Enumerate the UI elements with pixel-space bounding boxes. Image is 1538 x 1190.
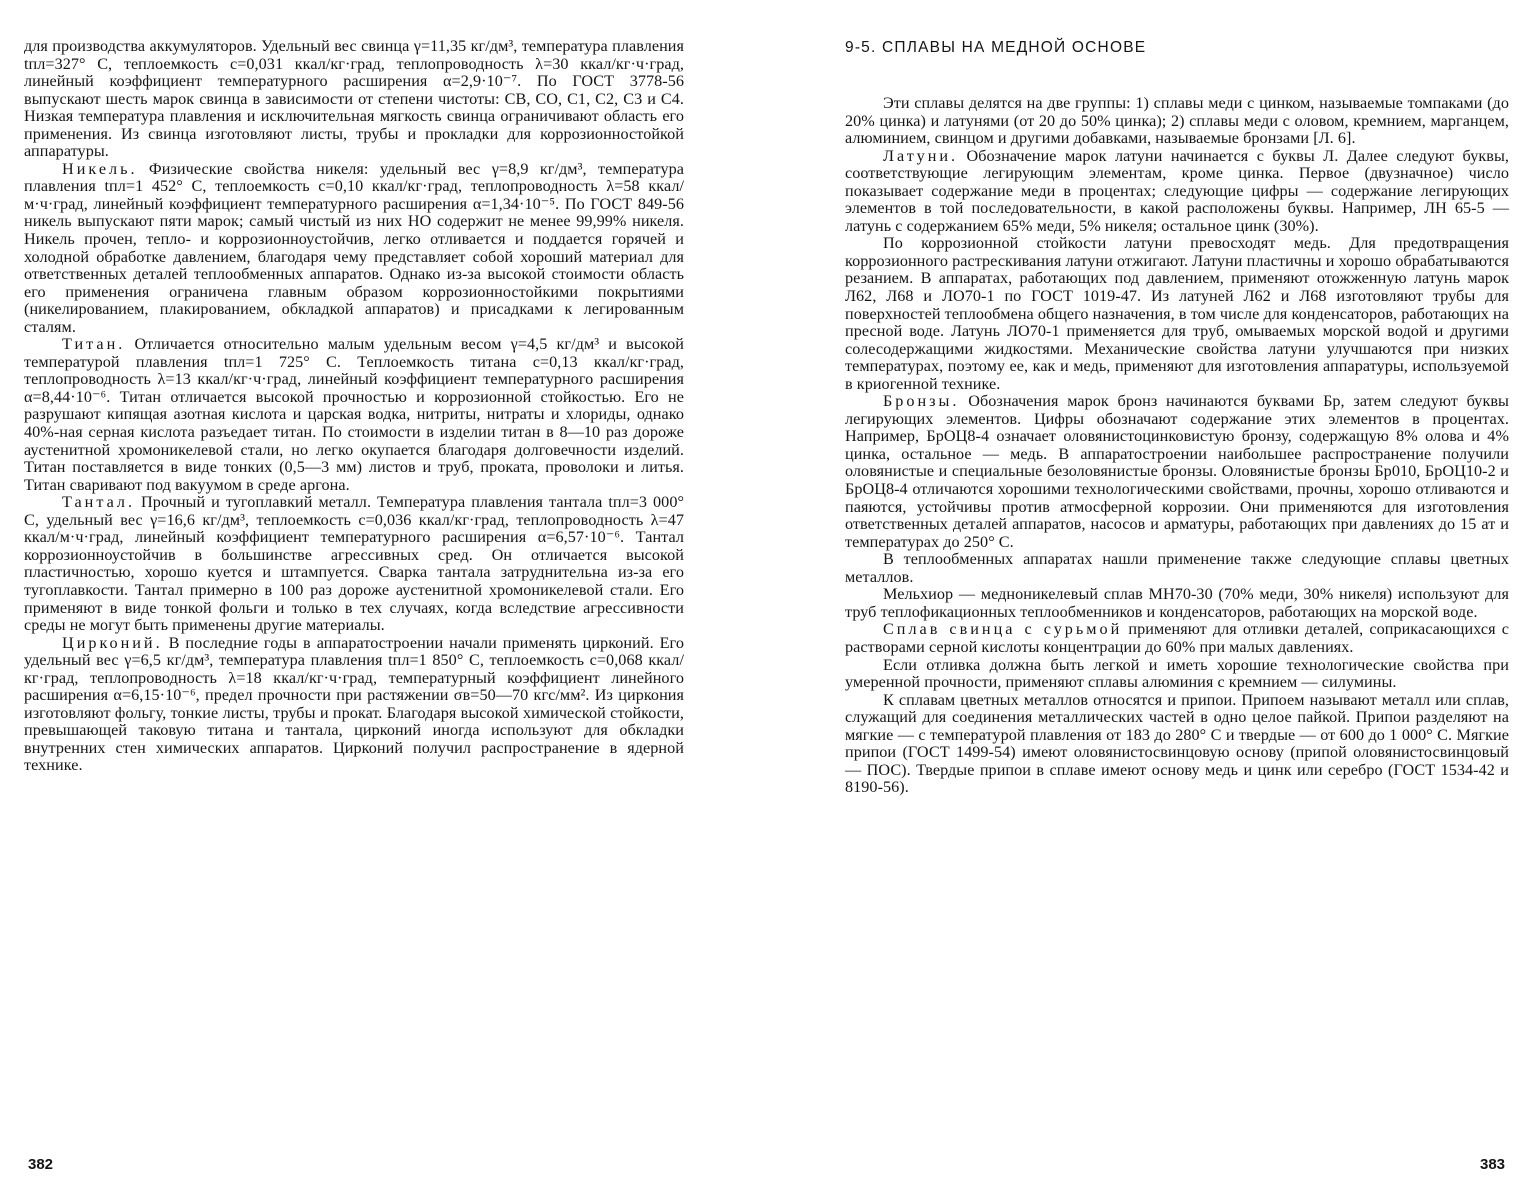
paragraph-lead: Никель. bbox=[62, 159, 138, 178]
paragraph: В теплообменных аппаратах нашли применение также следующие сплавы цветных металлов. bbox=[845, 550, 1509, 586]
paragraph-lead: Титан. bbox=[62, 335, 126, 354]
paragraph: Сплав свинца с сурьмой применяют для отливки деталей, соприкасающихся с растворами серной кислоты концентрации до 60% при малых давлениях. bbox=[845, 620, 1509, 656]
paragraph: Тантал. Прочный и тугоплавкий металл. Температура плавления тантала tпл=3 000° С, удельный вес γ=16,6 кг/дм³, теплоемкость с=0,036 ккал/кг·град, теплопроводность λ=47 ккал/м·ч·град, линейный коэффициент температурного расширения α=6,57·10⁻⁶. Тантал коррозионноустойчив в большинстве агрессивных сред. Он отличается высокой пластичностью, хорошо куется и штампуется. Сварка тантала затруднительна из-за его тугоплавкости. Тантал примерно в 100 раз дороже аустенитной хромоникелевой стали. Его применяют в виде тонкой фольги и только в тех случаях, когда вследствие агрессивности среды не могут быть применены другие материалы. bbox=[24, 493, 684, 635]
paragraph-lead: Тантал. bbox=[62, 493, 136, 512]
paragraph: Цирконий. В последние годы в аппаратостроении начали применять цирконий. Его удельный вес γ=6,5 кг/дм³, температура плавления tпл=1 850° С, теплоемкость с=0,068 ккал/кг·град, теплопроводность λ=18 ккал/кг·ч·град, температурный коэффициент линейного расширения α=6,15·10⁻⁶, предел прочности при растяжении σв=50—70 кгс/мм². Из циркония изготовляют фольгу, тонкие листы, трубы и прокат. Благодаря высокой химической стойкости, превышающей таковую титана и тантала, цирконий иногда используют для обкладки внутренних стен химических аппаратов. Цирконий получил распространение в ядерной технике. bbox=[24, 633, 684, 775]
paragraph: Титан. Отличается относительно малым удельным весом γ=4,5 кг/дм³ и высокой температурой плавления tпл=1 725° С. Теплоемкость титана с=0,13 ккал/кг·град, теплопроводность λ=13 ккал/кг·ч·град, линейный коэффициент температурного расширения α=8,44·10⁻⁶. Титан отличается высокой прочностью и коррозионной стойкостью. Его не разрушают кипящая азотная кислота и царская водка, нитриты, нитраты и хлориды, однако 40%-ная серная кислота разъедает титан. По стоимости в изделии титан в 8—10 раз дороже аустенитной хромоникелевой стали, но легко окупается благодаря долговечности изделий. Титан поставляется в виде тонких (0,5—3 мм) листов и труб, проката, проволоки и литья. Титан сваривают под вакуумом в среде аргона. bbox=[24, 335, 684, 494]
section-heading: 9-5. СПЛАВЫ НА МЕДНОЙ ОСНОВЕ bbox=[845, 39, 1147, 56]
page-number: 382 bbox=[28, 1156, 54, 1173]
paragraph: Если отливка должна быть легкой и иметь хорошие технологические свойства при умеренной прочности, применяют сплавы алюминия с кремнием — силумины. bbox=[845, 655, 1509, 692]
right-page bbox=[769, 0, 1538, 1190]
left-text-column bbox=[24, 38, 684, 775]
paragraph: Мельхиор — медноникелевый сплав МН70-30 (70% меди, 30% никеля) используют для труб теплофикационных теплообменников и конденсаторов, работающих на морской воде. bbox=[845, 585, 1509, 621]
paragraph-lead: Латуни. bbox=[883, 146, 959, 165]
paragraph: Бронзы. Обозначения марок бронз начинаются буквами Бр, затем следуют буквы легирующих элементов. Цифры обозначают содержание этих элементов в процентах. Например, БрОЦ8-4 означает оловянистоцинковистую бронзу, содержащую 8% олова и 4% цинка, остальное — медь. В аппаратостроении наибольшее распространение получили оловянистые и специальные безоловянистые бронзы. Оловянистые бронзы Бр010, БрОЦ10-2 и БрОЦ8-4 отличаются хорошими технологическими свойствами, прочны, хорошо отливаются и паяются, устойчивы против атмосферной коррозии. Они применяются для изготовления ответственных деталей аппаратов, насосов и арматуры, работающих при давлениях до 15 ат и температурах до 250° С. bbox=[845, 392, 1509, 551]
paragraph: К сплавам цветных металлов относятся и припои. Припоем называют металл или сплав, служащий для соединения металлических частей в одно целое пайкой. Припои разделяют на мягкие — с температурой плавления от 183 до 280° С и твердые — от 600 до 1 000° С. Мягкие припои (ГОСТ 1499-54) имеют оловянистосвинцовую основу (припой оловянистосвинцовый — ПОС). Твердые припои в сплаве имеют основу медь и цинк или серебро (ГОСТ 1534-42 и 8190-56). bbox=[845, 690, 1509, 797]
paragraph-lead: Бронзы. bbox=[883, 392, 960, 411]
paragraph: Латуни. Обозначение марок латуни начинается с буквы Л. Далее следуют буквы, соответствующие легирующим элементам, кроме цинка. Первое (двузначное) число показывает содержание меди в процентах; следующие цифры — содержание легирующих элементов в той последовательности, в какой расположены буквы. Например, ЛН 65-5 — латунь с содержанием 65% меди, 5% никеля; остальное цинк (30%). bbox=[845, 146, 1509, 235]
paragraph: По коррозионной стойкости латуни превосходят медь. Для предотвращения коррозионного растрескивания латуни отжигают. Латуни пластичны и хорошо обрабатываются резанием. В аппаратах, работающих под давлением, применяют отожженную латунь марок Л62, Л68 и ЛО70-1 по ГОСТ 1019-47. Из латуней Л62 и Л68 изготовляют трубы для поверхностей теплообмена общего назначения, в том числе для конденсаторов, работающих на пресной воде. Латунь ЛО70-1 применяется для труб, омываемых морской водой и другими солесодержащими жидкостями. Механические свойства латуни улучшаются при низких температурах, поэтому ее, как и медь, применяют для изготовления аппаратуры, используемой в криогенной технике. bbox=[845, 234, 1509, 393]
paragraph: Эти сплавы делятся на две группы: 1) сплавы меди с цинком, называемые томпаками (до 20% цинка) и латунями (от 20 до 50% цинка); 2) сплавы меди с оловом, кремнием, марганцем, алюминием, свинцом и другими добавками, называемые бронзами [Л. 6]. bbox=[845, 94, 1509, 148]
paragraph: для производства аккумуляторов. Удельный вес свинца γ=11,35 кг/дм³, температура плавления tпл=327° С, теплоемкость с=0,031 ккал/кг·град, теплопроводность λ=30 ккал/кг·ч·град, линейный коэффициент температурного расширения α=2,9·10⁻⁷. По ГОСТ 3778-56 выпускают шесть марок свинца в зависимости от степени чистоты: СВ, СО, С1, С2, С3 и С4. Низкая температура плавления и исключительная мягкость свинца ограничивают область его применения. Из свинца изготовляют листы, трубы и прокладки для коррозионностойкой аппаратуры. bbox=[24, 37, 684, 161]
paragraph: Никель. Физические свойства никеля: удельный вес γ=8,9 кг/дм³, температура плавления tпл=1 452° С, теплоемкость с=0,10 ккал/кг·град, теплопроводность λ=58 ккал/м·ч·град, линейный коэффициент температурного расширения α=1,34·10⁻⁵. По ГОСТ 849-56 никель выпускают пяти марок; самый чистый из них НО содержит не менее 99,99% никеля. Никель прочен, тепло- и коррозионноустойчив, легко отливается и поддается горячей и холодной обработке давлением, благодаря чему представляет собой хороший материал для ответственных деталей теплообменных аппаратов. Однако из-за высокой стоимости область его применения ограничена главным образом коррозионностойкими покрытиями (никелированием, плакированием, обкладкой аппаратов) и присадками к легированным сталям. bbox=[24, 159, 684, 336]
paragraph-lead: Сплав свинца с сурьмой bbox=[883, 620, 1123, 639]
paragraph-lead: Цирконий. bbox=[62, 633, 163, 652]
right-text-column bbox=[845, 38, 1509, 797]
page-number: 383 bbox=[1480, 1156, 1506, 1173]
